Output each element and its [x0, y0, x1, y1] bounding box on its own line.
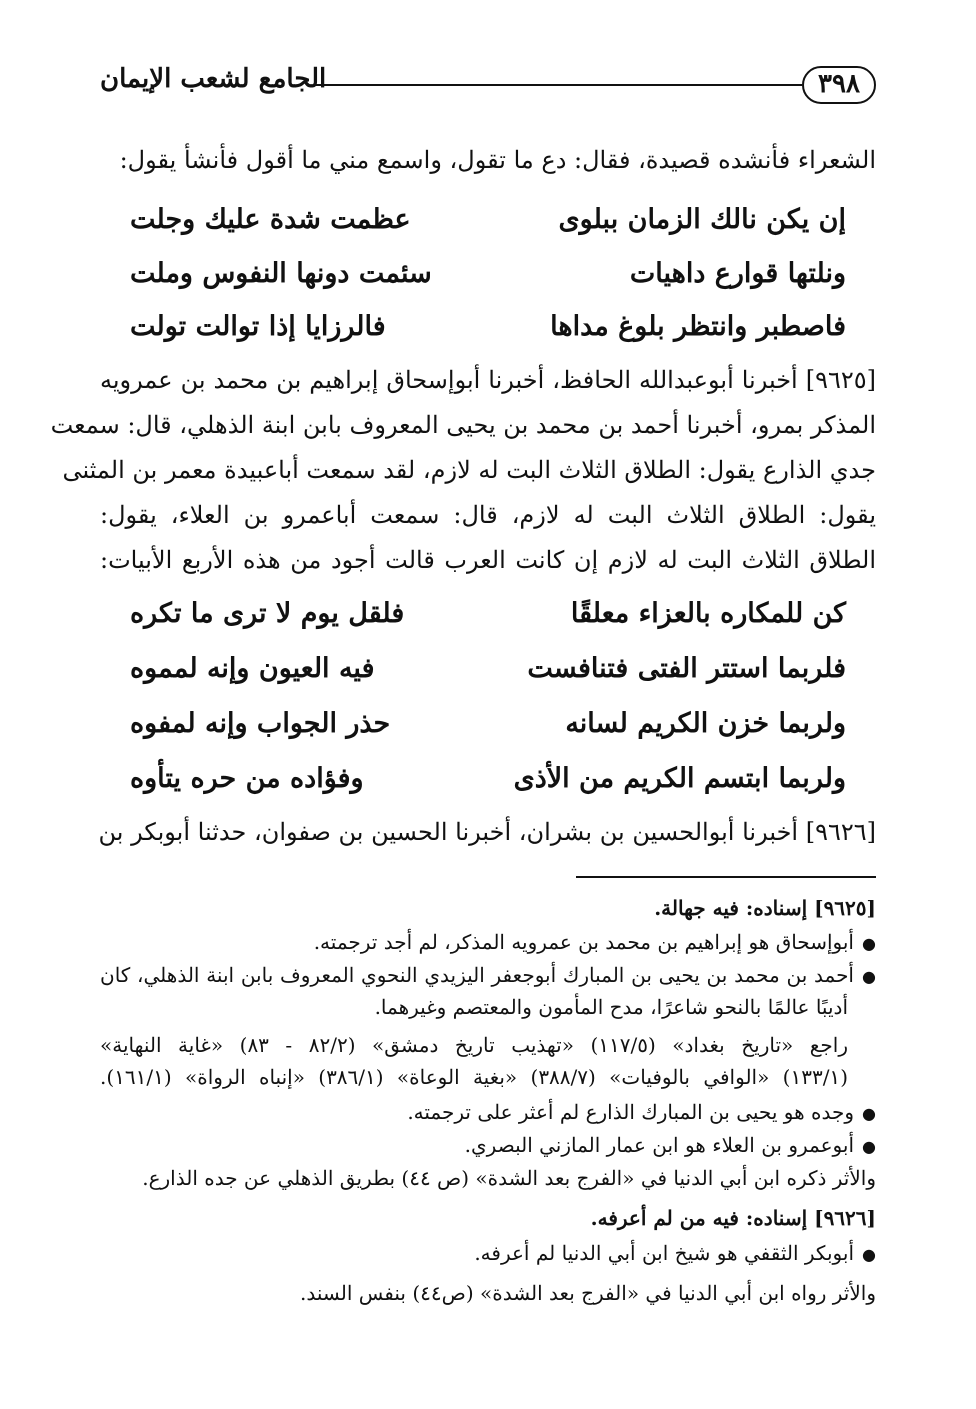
narration-line: الطلاق الثلاث البت له لازم إن كانت العرب قالت أجود من هذه الأربع الأبيات: — [100, 546, 876, 574]
footnote-bullet-item — [100, 1097, 876, 1127]
verse-second-hemistich: عظمت شدة عليك وجلت — [130, 204, 411, 235]
book-title: الجامع لشعب الإيمان — [100, 64, 327, 94]
page-number: ٣٩٨ — [802, 66, 876, 104]
verse-first-hemistich: فاصطبر وانتظر بلوغ مداها — [550, 311, 846, 342]
page-header — [100, 62, 876, 112]
verse-second-hemistich: فالرزايا إذا توالت تولت — [130, 311, 386, 342]
narration-line: يقول: الطلاق الثلاث البت له لازم، قال: سمعت أباعمرو بن العلاء، يقول: — [100, 501, 876, 529]
footnote-heading: [٩٦٢٦] إسناده: فيه من لم أعرفه. — [590, 1206, 876, 1230]
footnote-text: أديبًا عالمًا بالنحو شاعرًا، مدح المأمون والمعتصم وغيرهما. — [374, 995, 848, 1019]
verse-first-hemistich: إن يكن نالك الزمان ببلوى — [558, 204, 846, 235]
verse-second-hemistich: فيه العيون وإنه لمموه — [130, 653, 375, 684]
narration-line: [٩٦٢٥] أخبرنا أبوعبدالله الحافظ، أخبرنا أبوإسحاق إبراهيم بن محمد بن عمرويه — [100, 366, 876, 394]
narration-line: جدي الذارع يقول: الطلاق الثلاث البت له لازم، لقد سمعت أباعبيدة معمر بن المثنى — [62, 456, 876, 484]
bullet-dot-icon: ● — [862, 1104, 876, 1123]
poem2-verse — [130, 645, 846, 693]
footnote-bullet-item — [100, 927, 876, 957]
footnote-text: وجده هو يحيى بن المبارك الذارع لم أعثر على ترجمته. — [407, 1100, 854, 1124]
footnote-bullet-item — [100, 1238, 876, 1268]
verse-second-hemistich: سئمت دونها النفوس وملت — [130, 258, 432, 289]
poem1-verse — [130, 196, 846, 244]
footnote-text: أبوإسحاق هو إبراهيم بن محمد بن عمرويه المذكر، لم أجد ترجمته. — [313, 930, 854, 954]
footnote-bullet-item — [100, 960, 876, 990]
poem2-verse — [130, 755, 846, 803]
footnote-text: أحمد بن محمد بن يحيى بن المبارك أبوجعفر اليزيدي النحوي المعروف بابن ابنة الذهلي، كان — [100, 963, 854, 987]
footnote-bullet-item — [100, 1130, 876, 1160]
header-rule — [315, 84, 802, 86]
bullet-dot-icon: ● — [862, 967, 876, 986]
footnote-separator — [576, 876, 876, 878]
bullet-dot-icon: ● — [862, 1245, 876, 1264]
footnote-heading: [٩٦٢٥] إسناده: فيه جهالة. — [654, 896, 876, 920]
verse-second-hemistich: حذر الجواب وإنه لمفوه — [130, 708, 391, 739]
verse-first-hemistich: كن للمكاره بالعزاء معلقًا — [570, 598, 846, 629]
verse-first-hemistich: ولربما خزن الكريم لسانه — [565, 708, 846, 739]
verse-first-hemistich: فلربما استتر الفتى فتنافست — [527, 653, 846, 684]
poem1-verse — [130, 303, 846, 351]
poem2-verse — [130, 590, 846, 638]
narration-line: [٩٦٢٦] أخبرنا أبوالحسين بن بشران، أخبرنا الحسين بن صفوان، حدثنا أبوبكر بن — [98, 818, 876, 846]
verse-second-hemistich: فلقل يوم لا ترى ما تكره — [130, 598, 405, 629]
footnote-text: والأثر ذكره ابن أبي الدنيا في «الفرج بعد الشدة» (ص ٤٤) بطريق الذهلي عن جده الذارع. — [142, 1166, 876, 1190]
footnote-text: أبوبكر الثقفي هو شيخ ابن أبي الدنيا لم أعرفه. — [474, 1241, 854, 1265]
footnote-text: أبوعمرو بن العلاء هو ابن عمار المازني البصري. — [464, 1133, 854, 1157]
poem2-verse — [130, 700, 846, 748]
footnote-text: والأثر رواه ابن أبي الدنيا في «الفرج بعد الشدة» (ص٤٤) بنفس السند. — [300, 1281, 876, 1305]
bullet-dot-icon: ● — [862, 1137, 876, 1156]
poem1-verse — [130, 250, 846, 298]
footnote-text: (١٣٣/١) «الوافي بالوفيات» (٣٨٨/٧) «بغية الوعاة» (٣٨٦/١) «إنباه الرواة» (١٦١/١). — [100, 1065, 848, 1089]
intro-line: الشعراء فأنشده قصيدة، فقال: دع ما تقول، واسمع مني ما أقول فأنشأ يقول: — [119, 146, 876, 174]
verse-first-hemistich: ونلتها قوارع داهيات — [629, 258, 846, 289]
verse-first-hemistich: ولربما ابتسم الكريم من الأذى — [513, 763, 846, 794]
footnote-text: راجع «تاريخ بغداد» (١١٧/٥) «تهذيب تاريخ دمشق» (٨٢/٢ - ٨٣) «غاية النهاية» — [100, 1033, 848, 1057]
bullet-dot-icon: ● — [862, 934, 876, 953]
verse-second-hemistich: وفؤاده من حره يتأوه — [130, 763, 364, 794]
narration-line: المذكر بمرو، أخبرنا أحمد بن محمد بن يحيى المعروف بابن ابنة الذهلي، قال: سمعت — [50, 411, 876, 439]
